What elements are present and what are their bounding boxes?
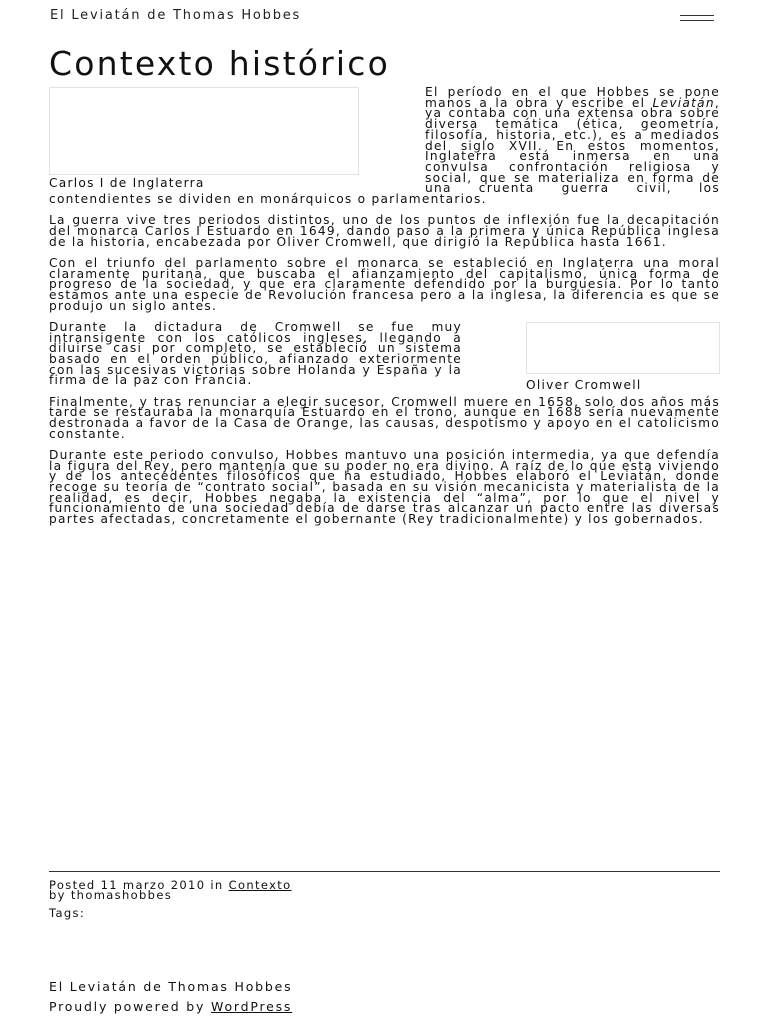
figure-image-placeholder [49,87,359,175]
site-header [50,8,720,28]
figure-carlos-i [49,87,359,189]
book-title-emphasis: Leviatán [652,95,715,110]
post-author-line: by thomashobbes [49,888,173,902]
site-footer [49,977,292,1017]
figure-image-placeholder [526,322,720,374]
post-tags: Tags: [49,906,86,920]
footer-credit: Proudly powered by WordPress [49,999,293,1014]
menu-toggle-bar [680,20,714,21]
page-title: Contexto histórico [49,44,391,83]
post-content [49,87,720,535]
site-title-link[interactable]: El Leviatán de Thomas Hobbes [50,8,302,23]
paragraph-3: Con el triunfo del parlamento sobre el monarca se estableció en Inglaterra una moral claramente puritana, que buscaba el afianzamiento del capitalismo, única forma de progreso de la sociedad, y que era claramente defendido por la burguesía. Por lo tanto estamos ante una especie de Revolución francesa pero a la inglesa, la diferencia es que se produjo un siglo antes. [49,255,720,313]
paragraph-5: Finalmente, y tras renunciar a elegir sucesor, Cromwell muere en 1658, solo dos años más tarde se restauraba la monarquía Estuardo en el trono, aunque en 1688 sería nuevamente destronada a favor de la Casa de Orange, las causas, despotismo y apoyo en el catolicismo constante. [49,394,720,441]
paragraph-1: El período en el que Hobbes se pone manos a la obra y escribe el Leviatán, ya contaba con una extensa obra sobre diversa temática (ética, geometría, filosofía, historia, etc.), es a mediados del siglo XVII. En estos momentos, Inglaterra está inmersa en una convulsa confrontación religiosa y social, que se materializa en forma de una cruenta guerra civil, los contendientes se dividen en monárquicos o parlamentarios. [49,85,720,207]
post-author: thomashobbes [70,888,173,902]
menu-toggle-icon[interactable] [680,13,714,23]
post-date: 11 marzo 2010 [100,878,206,892]
post-date-line: Posted 11 marzo 2010 in Contexto [49,878,292,892]
paragraph-4: Durante la dictadura de Cromwell se fue muy intransigente con los católicos ingleses, llegando a diluirse casi por completo, se estableció un sistema basado en el orden público, afianzado exteriormente con las sucesivas victorias sobre Holanda y España y la firma de la paz con Francia. [49,319,462,388]
wordpress-link[interactable]: WordPress [211,999,293,1014]
paragraph-6: Durante este periodo convulso, Hobbes mantuvo una posición intermedia, ya que defendía la figura del Rey, pero mantenía que su poder no era divino. A raíz de lo que esta viviendo y de los antecedentes filosóficos que ha estudiado, Hobbes elaboró el Leviatán, donde recoge su teoría de “contrato social”, basada en su visión mecanicista y materialista de la realidad, es decir, Hobbes negaba la existencia del “alma”, por lo que el nivel y funcionamiento de una sociedad debía de darse tras alcanzar un pacto entre las diversas partes afectadas, concretamente el gobernante (Rey tradicionalmente) y los gobernados. [49,447,720,527]
menu-toggle-bar [680,15,714,16]
paragraph-2: La guerra vive tres periodos distintos, uno de los puntos de inflexión fue la decapitación del monarca Carlos I Estuardo en 1649, dando paso a la primera y única República inglesa de la historia, encabezada por Oliver Cromwell, que dirigió la República hasta 1661. [49,213,720,249]
footer-site-title: El Leviatán de Thomas Hobbes [49,979,293,994]
entry-meta [49,871,720,918]
figure-oliver-cromwell [526,322,720,391]
figure-caption: Oliver Cromwell [526,377,642,392]
figure-caption: Carlos I de Inglaterra [49,176,205,190]
category-link[interactable]: Contexto [228,878,292,892]
